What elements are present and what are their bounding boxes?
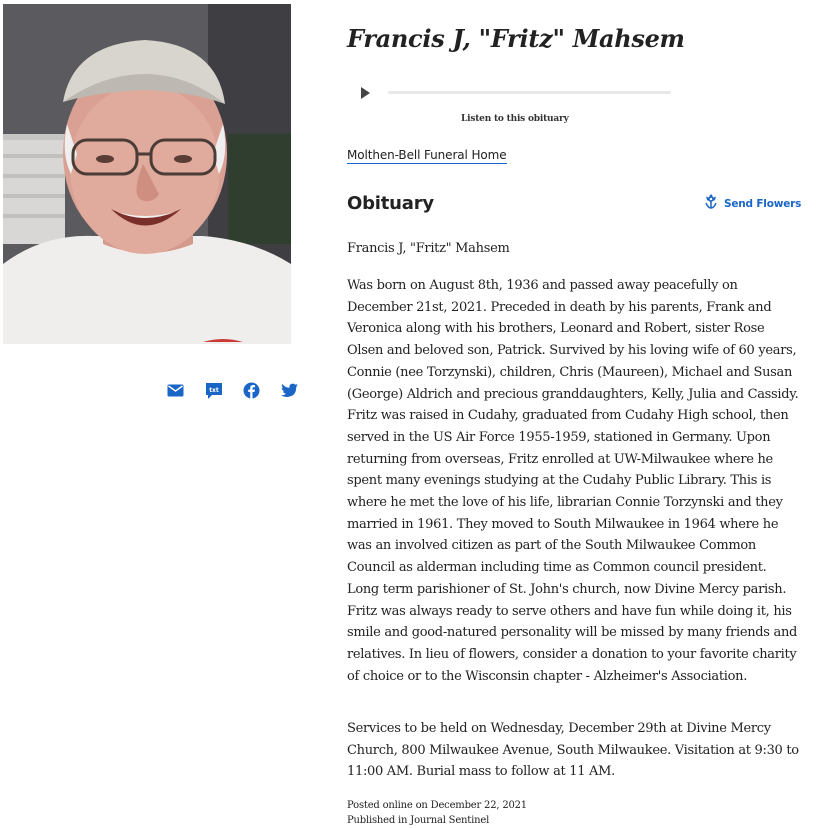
posted-online-date: Posted online on December 22, 2021 (347, 800, 527, 811)
email-icon[interactable] (166, 381, 185, 400)
obituary-paragraph: Was born on August 8th, 1936 and passed away peacefully on December 21st, 2021. Preceded in death by his parents, Frank and Veronica along with his brothers, Leonard and Robert, sister Rose Olsen and beloved son, Patrick. Survived by his loving wife of 60 years, Connie (nee Torzynski), children, Chris (Maureen), Michael and Susan (George) Aldrich and precious granddaughters, Kelly, Julia and Cassidy. Fritz was raised in Cudahy, graduated from Cudahy High school, then served in the US Air Force 1955-1959, stationed in Germany. Upon returning from overseas, Fritz enrolled at UW-Milwaukee where he spent many evenings studying at the Cudahy Public Library. This is where he met the love of his life, librarian Connie Torzynski and they married in 1961. They moved to South Milwaukee in 1964 where he was an involved citizen as part of the South Milwaukee Common Council as alderman including time as Common council president. Long term parishioner of St. John's church, now Divine Mercy parish. Fritz was always ready to serve others and have fun while doing it, his smile and good-natured personality will be missed by many friends and relatives. In lieu of flowers, consider a donation to your favorite charity of choice or to the Wisconsin chapter - Alzheimer's Association. (347, 278, 799, 684)
listen-label: Listen to this obituary (461, 114, 569, 124)
published-in: Published in Journal Sentinel (347, 815, 490, 826)
services-paragraph: Services to be held on Wednesday, December 29th at Divine Mercy Church, 800 Milwaukee Avenue, South Milwaukee. Visitation at 9:30 to 11:00 AM. Burial mass to follow at 11 AM. (347, 721, 799, 780)
publication-info (347, 798, 527, 828)
svg-text:txt: txt (208, 386, 219, 394)
funeral-home-link[interactable]: Molthen-Bell Funeral Home (347, 148, 507, 162)
twitter-icon[interactable] (280, 381, 299, 400)
send-flowers-button[interactable] (704, 194, 801, 213)
flower-icon (704, 194, 718, 213)
play-icon[interactable] (359, 85, 373, 99)
obituary-title: Francis J, "Fritz" Mahsem (347, 24, 685, 53)
share-bar (166, 381, 299, 400)
audio-progress-track[interactable] (388, 91, 671, 94)
obituary-photo (3, 4, 291, 344)
obituary-heading: Obituary (347, 193, 434, 214)
facebook-icon[interactable] (242, 381, 261, 400)
audio-player (359, 84, 679, 100)
sms-icon[interactable] (204, 381, 223, 400)
obituary-name-line: Francis J, "Fritz" Mahsem (347, 241, 510, 256)
send-flowers-label: Send Flowers (724, 197, 802, 210)
